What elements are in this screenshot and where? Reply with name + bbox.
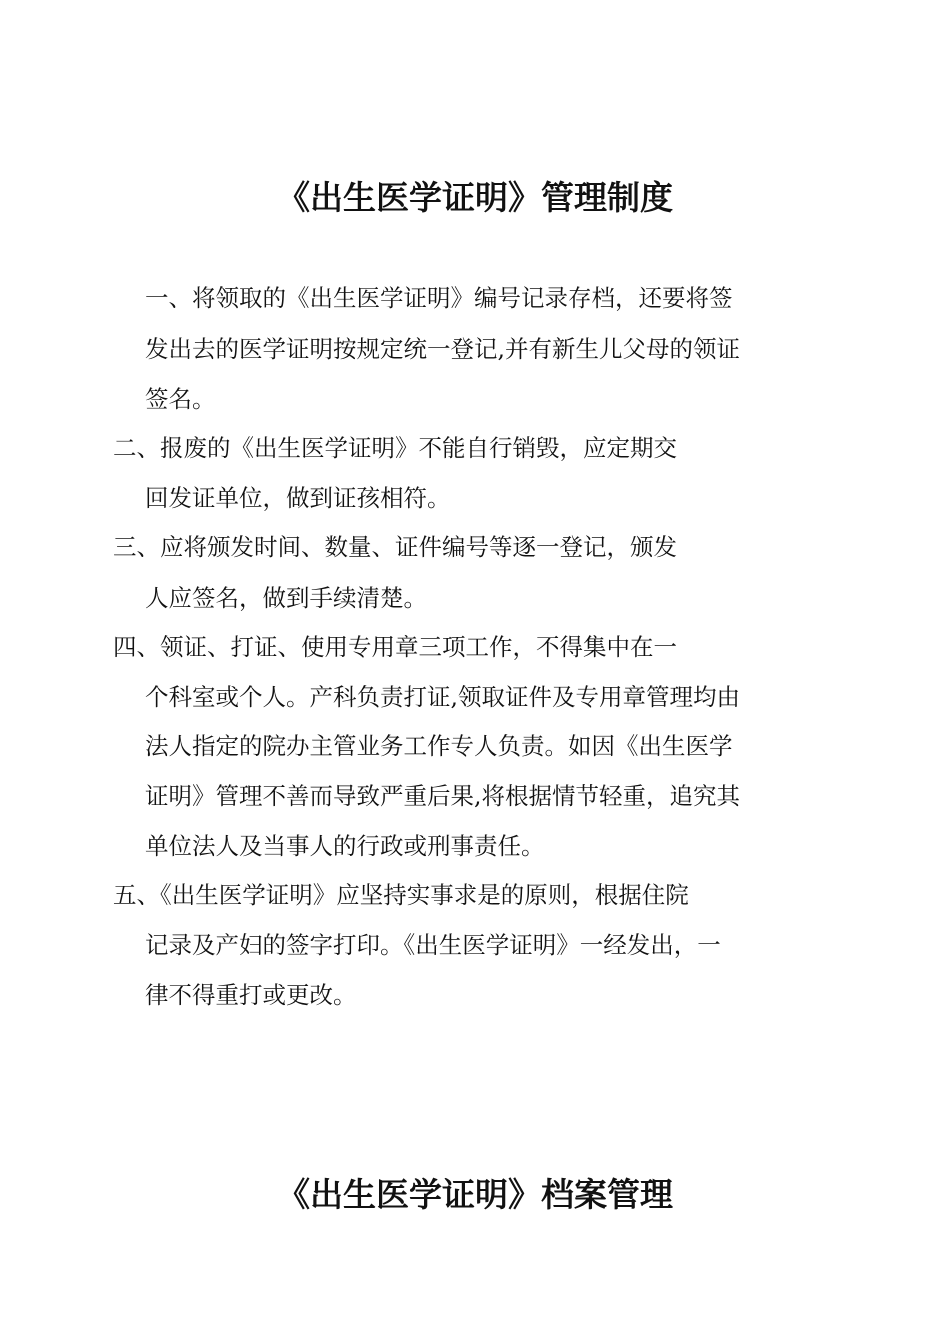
document-title-2: 《出生医学证明》档案管理 (277, 1175, 673, 1214)
item-2-line-2: 回发证单位，做到证孩相符。 (145, 484, 451, 512)
item-3-line-1: 三、应将颁发时间、数量、证件编号等逐一登记，颁发 (113, 533, 677, 561)
document-title: 《出生医学证明》管理制度 (277, 178, 673, 217)
item-4-line-1: 四、领证、打证、使用专用章三项工作，不得集中在一 (113, 633, 677, 661)
item-1-line-2: 发出去的医学证明按规定统一登记,并有新生儿父母的领证 (145, 335, 740, 363)
item-3-line-2: 人应签名，做到手续清楚。 (145, 584, 427, 612)
item-1-line-1: 一、将领取的《出生医学证明》编号记录存档，还要将签 (145, 284, 733, 312)
item-2-line-1: 二、报废的《出生医学证明》不能自行销毁，应定期交 (113, 434, 677, 462)
item-5-line-1: 五、《出生医学证明》应坚持实事求是的原则，根据住院 (113, 881, 689, 909)
item-4-line-5: 单位法人及当事人的行政或刑事责任。 (145, 832, 545, 860)
item-4-line-4: 证明》管理不善而导致严重后果,将根据情节轻重，追究其 (145, 782, 740, 810)
item-5-line-2: 记录及产妇的签字打印。《出生医学证明》一经发出，一 (145, 931, 721, 959)
item-4-line-2: 个科室或个人。产科负责打证,领取证件及专用章管理均由 (145, 683, 740, 711)
item-1-line-3: 签名。 (145, 385, 216, 413)
item-5-line-3: 律不得重打或更改。 (145, 981, 357, 1009)
item-4-line-3: 法人指定的院办主管业务工作专人负责。如因《出生医学 (145, 732, 733, 760)
